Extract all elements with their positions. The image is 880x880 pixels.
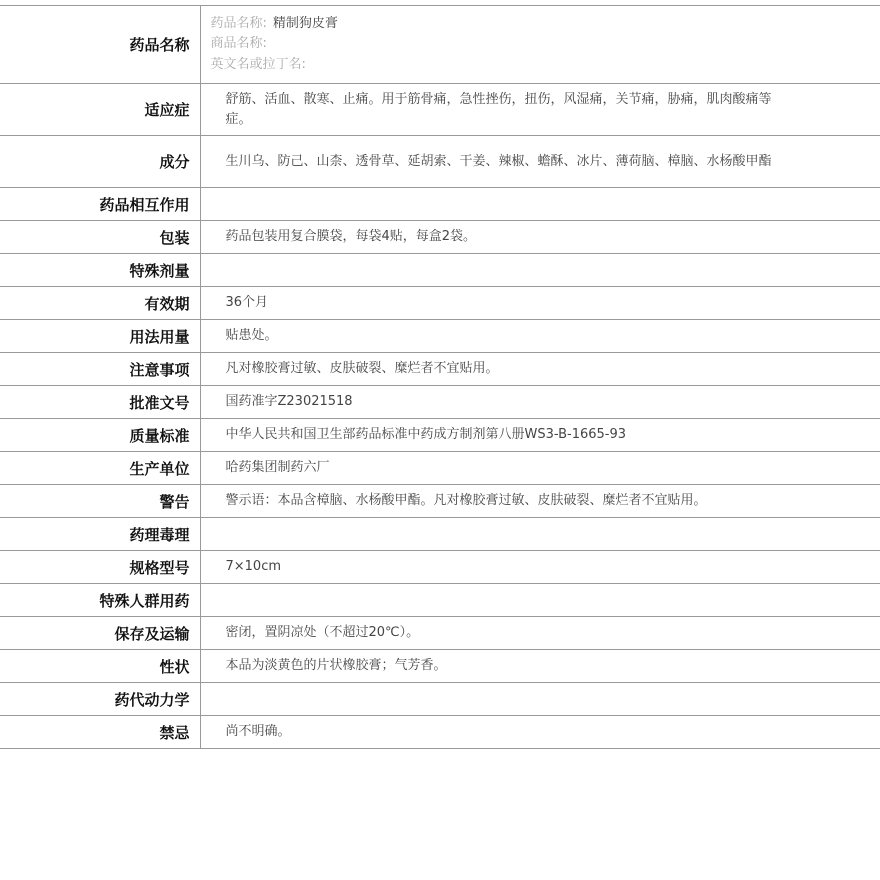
table-row: [0, 188, 880, 221]
table-row: [0, 254, 880, 287]
row-label: 警告: [0, 485, 200, 518]
generic-name-label: 药品名称:: [210, 15, 267, 31]
table-row: [0, 84, 880, 136]
row-value: [200, 254, 880, 287]
generic-name-line: [211, 14, 791, 35]
drug-info-table: [0, 5, 880, 749]
row-value: 7×10cm: [200, 551, 880, 584]
row-label: 适应症: [0, 84, 200, 136]
table-row: [0, 452, 880, 485]
row-label: 生产单位: [0, 452, 200, 485]
row-value: 本品为淡黄色的片状橡胶膏；气芳香。: [200, 650, 880, 683]
row-label: 特殊人群用药: [0, 584, 200, 617]
row-label: 特殊剂量: [0, 254, 200, 287]
row-label: 注意事项: [0, 353, 200, 386]
row-value: 生川乌、防己、山柰、透骨草、延胡索、干姜、辣椒、蟾酥、冰片、薄荷脑、樟脑、水杨酸甲酯: [200, 136, 880, 188]
table-row: [0, 716, 880, 749]
row-label: 药代动力学: [0, 683, 200, 716]
row-label: 药理毒理: [0, 518, 200, 551]
table-row: [0, 221, 880, 254]
table-row: [0, 584, 880, 617]
row-value: 尚不明确。: [200, 716, 880, 749]
row-label: 成分: [0, 136, 200, 188]
table-row: [0, 485, 880, 518]
row-value: 哈药集团制药六厂: [200, 452, 880, 485]
row-label: 保存及运输: [0, 617, 200, 650]
trade-name-label: 商品名称:: [210, 36, 267, 52]
table-row: [0, 617, 880, 650]
table-row: [0, 683, 880, 716]
row-label: 包装: [0, 221, 200, 254]
row-label: 禁忌: [0, 716, 200, 749]
row-value: 中华人民共和国卫生部药品标准中药成方制剂第八册WS3-B-1665-93: [200, 419, 880, 452]
table-row: [0, 518, 880, 551]
row-value: 舒筋、活血、散寒、止痛。用于筋骨痛，急性挫伤，扭伤，风湿痛，关节痛，胁痛，肌肉酸痛等症。: [200, 84, 880, 136]
generic-name-value: 精制狗皮膏: [272, 15, 338, 31]
row-value: [200, 518, 880, 551]
row-label: 药品名称: [0, 6, 200, 84]
row-label: 性状: [0, 650, 200, 683]
row-value: 贴患处。: [200, 320, 880, 353]
row-label: 药品相互作用: [0, 188, 200, 221]
english-name-label: 英文名或拉丁名:: [210, 56, 306, 72]
row-label: 有效期: [0, 287, 200, 320]
table-row: [0, 551, 880, 584]
row-label: 质量标准: [0, 419, 200, 452]
row-value: 药品包装用复合膜袋，每袋4贴，每盒2袋。: [200, 221, 880, 254]
table-row: [0, 320, 880, 353]
table-row-name: [0, 6, 880, 84]
row-value: 凡对橡胶膏过敏、皮肤破裂、糜烂者不宜贴用。: [200, 353, 880, 386]
trade-name-line: [211, 34, 791, 55]
table-row: [0, 353, 880, 386]
row-label: 用法用量: [0, 320, 200, 353]
row-value: 国药准字Z23021518: [200, 386, 880, 419]
row-label: 规格型号: [0, 551, 200, 584]
row-value: 36个月: [200, 287, 880, 320]
table-row: [0, 287, 880, 320]
row-label: 批准文号: [0, 386, 200, 419]
row-value: [200, 683, 880, 716]
english-name-line: [211, 55, 791, 76]
table-row: [0, 650, 880, 683]
row-value: 密闭，置阴凉处（不超过20℃）。: [200, 617, 880, 650]
table-row: [0, 386, 880, 419]
table-row: [0, 419, 880, 452]
row-value: 警示语：本品含樟脑、水杨酸甲酯。凡对橡胶膏过敏、皮肤破裂、糜烂者不宜贴用。: [200, 485, 880, 518]
name-block: [200, 6, 880, 84]
table-row: [0, 136, 880, 188]
row-value: [200, 188, 880, 221]
row-value: [200, 584, 880, 617]
